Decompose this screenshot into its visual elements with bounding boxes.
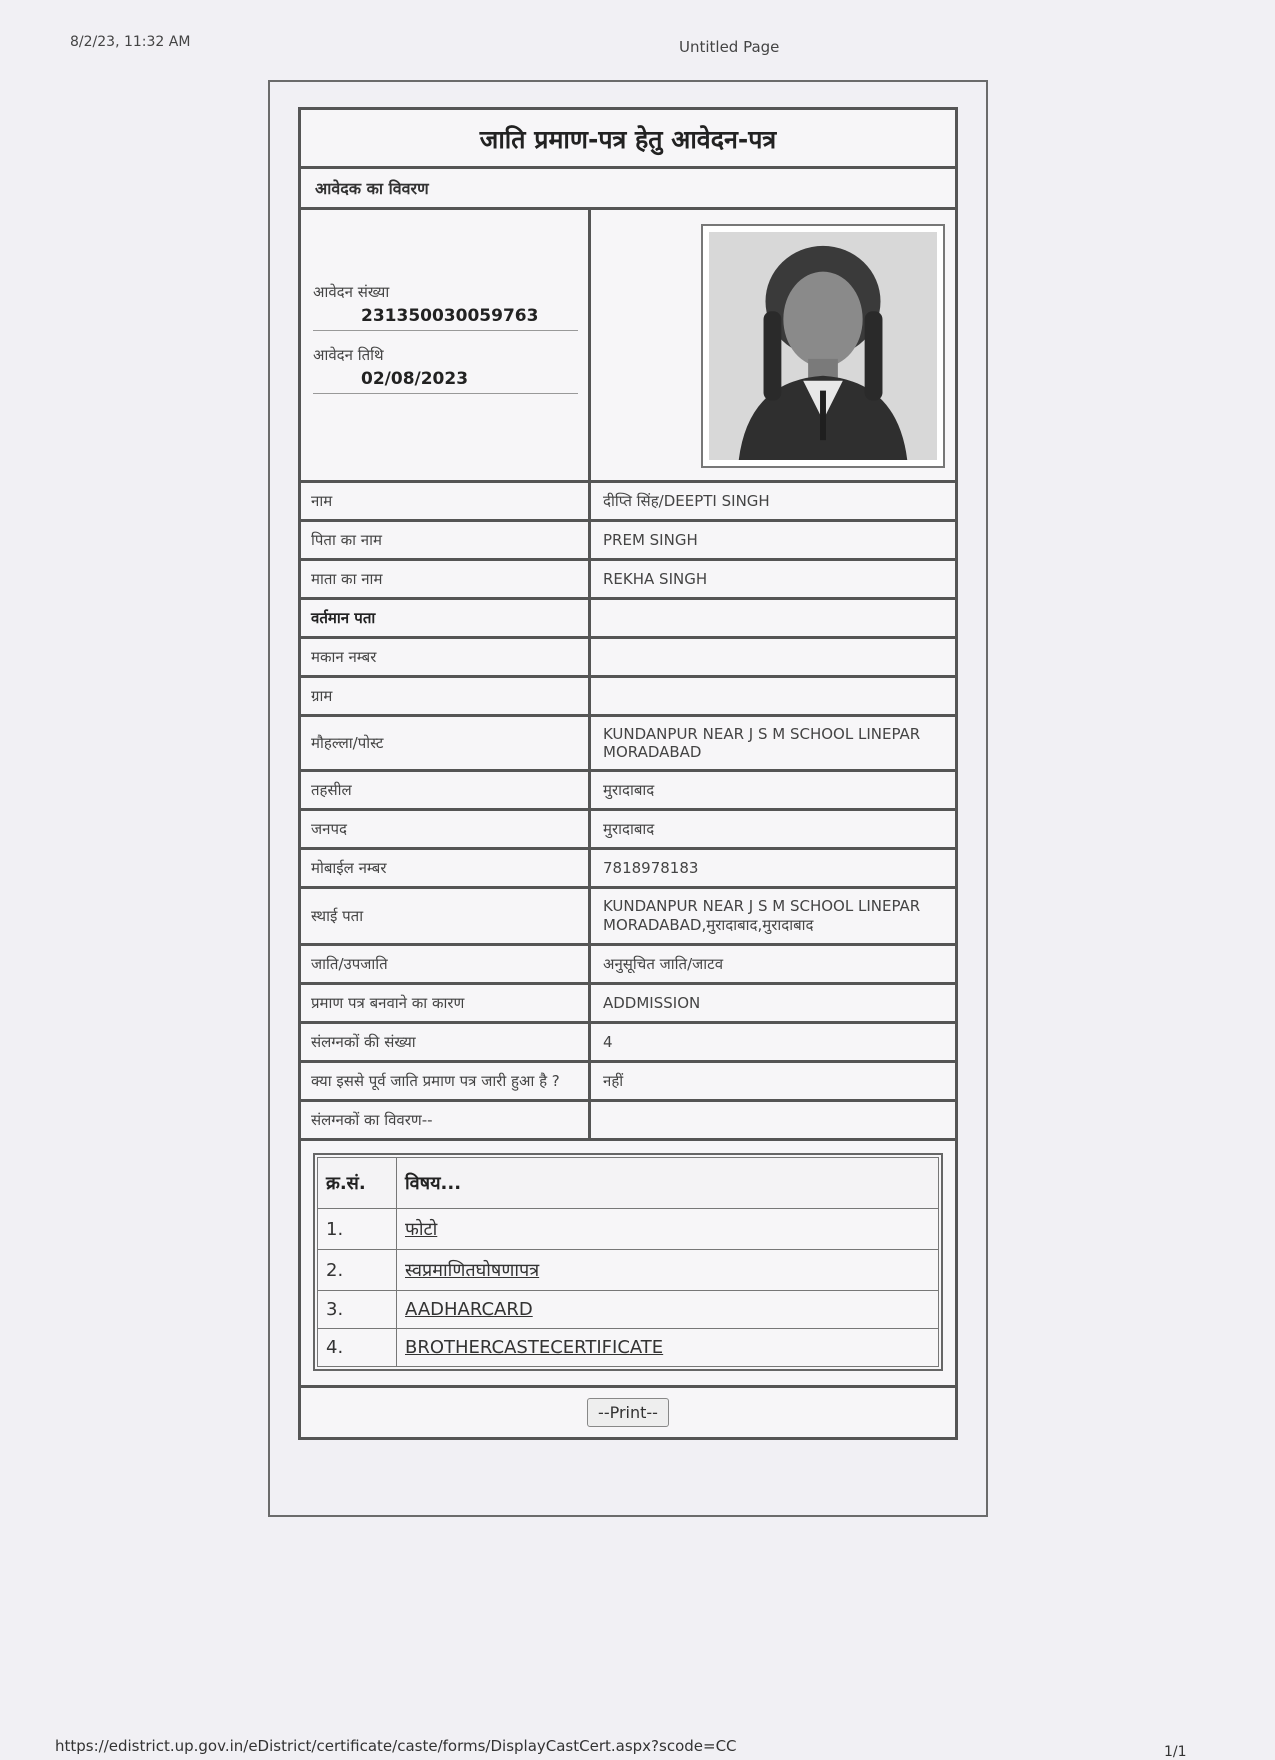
attachment-sno: 1.: [318, 1209, 397, 1250]
field-row: [301, 522, 955, 561]
application-date-label: आवेदन तिथि: [313, 346, 384, 364]
field-value: 7818978183: [603, 859, 699, 877]
attachment-sno: 3.: [318, 1291, 397, 1329]
attachment-link[interactable]: AADHARCARD: [405, 1299, 533, 1320]
field-value: मुरादाबाद: [603, 781, 655, 799]
attachment-sno: 4.: [318, 1329, 397, 1367]
field-value: [591, 678, 955, 714]
field-value: अनुसूचित जाति/जाटव: [603, 955, 724, 973]
field-row: [301, 1102, 955, 1141]
field-value: [591, 600, 955, 636]
field-label: स्थाई पता: [301, 889, 591, 943]
field-row: [301, 483, 955, 522]
field-row: [301, 600, 955, 639]
field-value: ADDMISSION: [603, 994, 701, 1012]
field-label: पिता का नाम: [301, 522, 591, 558]
table-header-row: [318, 1158, 939, 1209]
field-value: REKHA SINGH: [603, 570, 708, 588]
field-row: [301, 1024, 955, 1063]
print-page-title: Untitled Page: [679, 38, 780, 56]
photo-cell: [591, 210, 955, 480]
attachment-sno: 2.: [318, 1250, 397, 1291]
field-label: क्या इससे पूर्व जाति प्रमाण पत्र जारी हुआ है ?: [301, 1063, 591, 1099]
field-row: [301, 889, 955, 946]
form-title: जाति प्रमाण-पत्र हेतु आवेदन-पत्र: [301, 110, 955, 169]
applicant-photo-frame: [701, 224, 945, 468]
print-page-number: 1/1: [1164, 1744, 1187, 1760]
attachment-cell: [397, 1291, 939, 1329]
field-row: [301, 678, 955, 717]
attachments-table: [317, 1157, 939, 1367]
field-row: [301, 1063, 955, 1102]
field-label: मौहल्ला/पोस्ट: [301, 717, 591, 769]
field-label: जाति/उपजाति: [301, 946, 591, 982]
print-datetime: 8/2/23, 11:32 AM: [70, 34, 191, 50]
attachment-link[interactable]: फोटो: [405, 1219, 438, 1240]
field-label: ग्राम: [301, 678, 591, 714]
field-label: संलग्नकों का विवरण--: [301, 1102, 591, 1138]
field-row: [301, 561, 955, 600]
application-date: 02/08/2023: [361, 369, 469, 389]
print-button[interactable]: --Print--: [587, 1398, 669, 1427]
attachment-link[interactable]: BROTHERCASTECERTIFICATE: [405, 1337, 664, 1358]
field-row: [301, 985, 955, 1024]
field-row: [301, 639, 955, 678]
application-info: [301, 210, 591, 480]
table-row: [318, 1250, 939, 1291]
field-value: KUNDANPUR NEAR J S M SCHOOL LINEPAR MORADABAD: [603, 725, 921, 761]
field-label: प्रमाण पत्र बनवाने का कारण: [301, 985, 591, 1021]
table-row: [318, 1329, 939, 1367]
field-row: [301, 811, 955, 850]
field-row: [301, 717, 955, 772]
field-value: PREM SINGH: [603, 531, 698, 549]
table-row: [318, 1291, 939, 1329]
field-row: [301, 946, 955, 985]
field-value: KUNDANPUR NEAR J S M SCHOOL LINEPAR MORADABAD,मुरादाबाद,मुरादाबाद: [603, 897, 921, 934]
attachment-link[interactable]: स्वप्रमाणितघोषणापत्र: [405, 1260, 540, 1281]
field-label: जनपद: [301, 811, 591, 847]
field-value: [591, 1102, 955, 1138]
print-row: [301, 1388, 955, 1437]
attachments-section: [301, 1141, 955, 1388]
field-row: [301, 850, 955, 889]
application-number: 231350030059763: [361, 306, 539, 326]
field-label: मकान नम्बर: [301, 639, 591, 675]
divider: [313, 393, 578, 394]
field-row: [301, 772, 955, 811]
print-url: https://edistrict.up.gov.in/eDistrict/certificate/caste/forms/DisplayCastCert.aspx?scode=CC: [55, 1737, 737, 1755]
application-number-label: आवेदन संख्या: [313, 283, 390, 301]
field-label: माता का नाम: [301, 561, 591, 597]
attachments-table-frame: [313, 1153, 943, 1371]
applicant-header-block: [301, 210, 955, 483]
field-value: दीप्ति सिंह/DEEPTI SINGH: [603, 492, 770, 510]
attachment-cell: [397, 1209, 939, 1250]
application-form: [298, 107, 958, 1440]
section-title: आवेदक का विवरण: [301, 169, 955, 210]
field-label: तहसील: [301, 772, 591, 808]
field-label: मोबाईल नम्बर: [301, 850, 591, 886]
field-label: वर्तमान पता: [301, 600, 591, 636]
attachment-cell: [397, 1250, 939, 1291]
divider: [313, 330, 578, 331]
field-value: मुरादाबाद: [603, 820, 655, 838]
column-header-subject: विषय...: [397, 1158, 939, 1209]
applicant-photo: [709, 232, 937, 460]
field-value: नहीं: [603, 1072, 624, 1090]
column-header-sno: क्र.सं.: [318, 1158, 397, 1209]
field-value: [591, 639, 955, 675]
table-row: [318, 1209, 939, 1250]
field-label: नाम: [301, 483, 591, 519]
attachment-cell: [397, 1329, 939, 1367]
field-value: 4: [603, 1033, 613, 1051]
field-label: संलग्नकों की संख्या: [301, 1024, 591, 1060]
